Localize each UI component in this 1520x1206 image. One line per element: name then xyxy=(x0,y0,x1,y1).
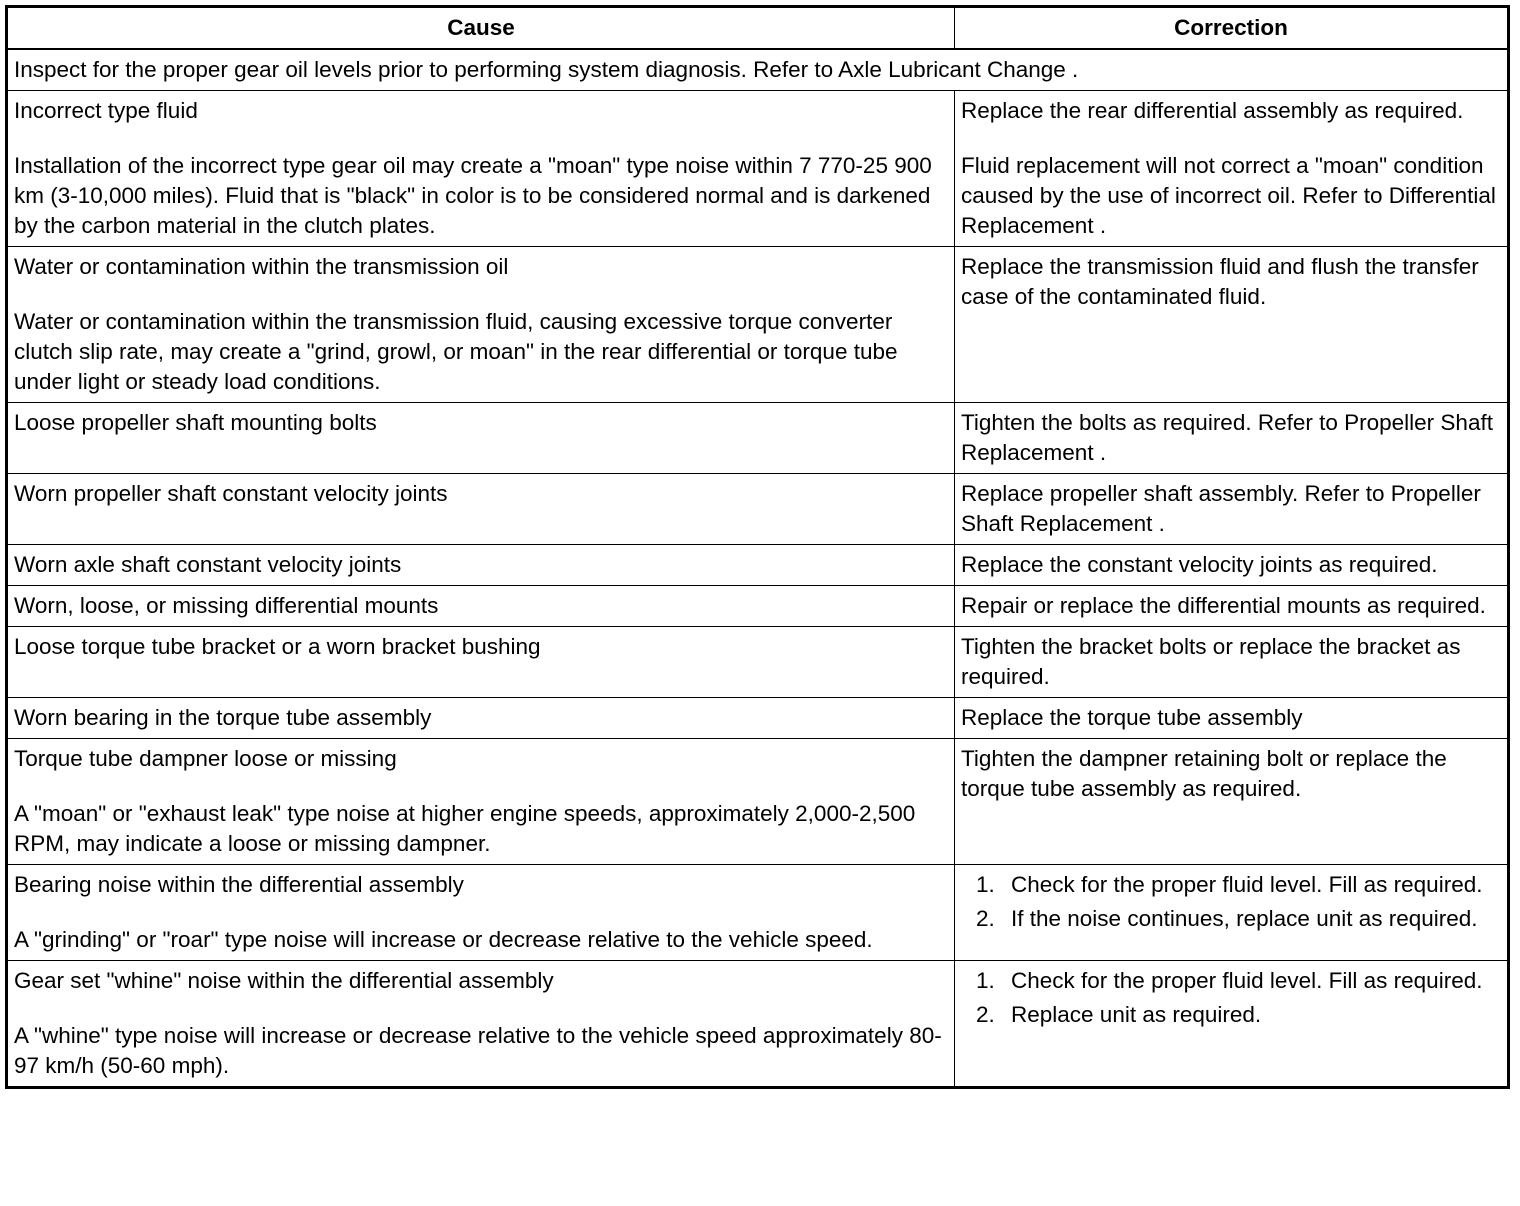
cause-detail: A "grinding" or "roar" type noise will increase or decrease relative to the vehicle speed. xyxy=(14,927,873,952)
list-item xyxy=(961,966,1503,996)
step-number: 2. xyxy=(976,1002,995,1027)
correction-steps xyxy=(961,870,1503,934)
table-row xyxy=(7,545,1509,586)
list-item xyxy=(961,870,1503,900)
cause-cell xyxy=(7,586,955,627)
table-row xyxy=(7,627,1509,698)
table-row xyxy=(7,247,1509,403)
correction-detail: Fluid replacement will not correct a "moan" condition caused by the use of incorrect oil. Refer to Differential Replacement . xyxy=(961,153,1496,238)
cause-title: Torque tube dampner loose or missing xyxy=(14,746,397,771)
cause-title: Worn, loose, or missing differential mounts xyxy=(14,593,439,618)
cause-title: Loose torque tube bracket or a worn bracket bushing xyxy=(14,634,541,659)
correction-cell xyxy=(955,545,1509,586)
step-text: Replace unit as required. xyxy=(1011,1002,1262,1027)
list-item xyxy=(961,904,1503,934)
cause-cell xyxy=(7,739,955,865)
table-row xyxy=(7,91,1509,247)
cause-title: Loose propeller shaft mounting bolts xyxy=(14,410,377,435)
correction-text: Replace the rear differential assembly as required. xyxy=(961,98,1464,123)
cause-detail: A "whine" type noise will increase or decrease relative to the vehicle speed approximately 80-97 km/h (50-60 mph). xyxy=(14,1023,942,1078)
cause-cell xyxy=(7,627,955,698)
table-row xyxy=(7,739,1509,865)
cause-cell xyxy=(7,961,955,1088)
step-text: If the noise continues, replace unit as required. xyxy=(1011,906,1478,931)
correction-text: Replace the transmission fluid and flush the transfer case of the contaminated fluid. xyxy=(961,254,1479,309)
correction-cell xyxy=(955,403,1509,474)
cause-title: Bearing noise within the differential assembly xyxy=(14,872,464,897)
step-number: 1. xyxy=(976,872,995,897)
correction-cell xyxy=(955,739,1509,865)
cause-title: Water or contamination within the transmission oil xyxy=(14,254,509,279)
cause-cell xyxy=(7,865,955,961)
step-number: 2. xyxy=(976,906,995,931)
correction-text: Replace the constant velocity joints as required. xyxy=(961,552,1438,577)
cause-cell xyxy=(7,91,955,247)
cause-title: Incorrect type fluid xyxy=(14,98,198,123)
cause-cell xyxy=(7,545,955,586)
table-row xyxy=(7,586,1509,627)
correction-text: Tighten the bolts as required. Refer to Propeller Shaft Replacement . xyxy=(961,410,1493,465)
step-number: 1. xyxy=(976,968,995,993)
step-text: Check for the proper fluid level. Fill as required. xyxy=(1011,872,1483,897)
cause-cell xyxy=(7,247,955,403)
cause-cell xyxy=(7,698,955,739)
table-row xyxy=(7,698,1509,739)
table-row xyxy=(7,403,1509,474)
cause-title: Worn propeller shaft constant velocity joints xyxy=(14,481,448,506)
correction-text: Tighten the bracket bolts or replace the bracket as required. xyxy=(961,634,1461,689)
correction-cell xyxy=(955,961,1509,1088)
cause-title: Worn bearing in the torque tube assembly xyxy=(14,705,432,730)
step-text: Check for the proper fluid level. Fill as required. xyxy=(1011,968,1483,993)
table-row xyxy=(7,474,1509,545)
note-cell: Inspect for the proper gear oil levels prior to performing system diagnosis. Refer to Axle Lubricant Change . xyxy=(7,49,1509,91)
cause-cell xyxy=(7,474,955,545)
cause-title: Worn axle shaft constant velocity joints xyxy=(14,552,402,577)
cause-detail: Installation of the incorrect type gear oil may create a "moan" type noise within 7 770-25 900 km (3-10,000 miles). Fluid that is "black" in color is to be considered normal and is darkened by the carbon material in the clutch plates. xyxy=(14,153,932,238)
note-row xyxy=(7,49,1509,91)
cause-detail: A "moan" or "exhaust leak" type noise at higher engine speeds, approximately 2,000-2,500 RPM, may indicate a loose or missing dampner. xyxy=(14,801,916,856)
cause-title: Gear set "whine" noise within the differential assembly xyxy=(14,968,554,993)
list-item xyxy=(961,1000,1503,1030)
correction-text: Replace the torque tube assembly xyxy=(961,705,1303,730)
header-correction: Correction xyxy=(955,7,1509,50)
correction-cell xyxy=(955,474,1509,545)
table-row xyxy=(7,961,1509,1088)
correction-text: Repair or replace the differential mounts as required. xyxy=(961,593,1486,618)
correction-cell xyxy=(955,865,1509,961)
correction-steps xyxy=(961,966,1503,1030)
correction-cell xyxy=(955,247,1509,403)
header-cause: Cause xyxy=(7,7,955,50)
cause-cell xyxy=(7,403,955,474)
header-row xyxy=(7,7,1509,50)
correction-cell xyxy=(955,698,1509,739)
cause-detail: Water or contamination within the transmission fluid, causing excessive torque converter clutch slip rate, may create a "grind, growl, or moan" in the rear differential or torque tube under light or steady load conditions. xyxy=(14,309,898,394)
correction-cell xyxy=(955,627,1509,698)
diagnosis-table xyxy=(5,5,1510,1089)
correction-cell xyxy=(955,91,1509,247)
correction-text: Tighten the dampner retaining bolt or replace the torque tube assembly as required. xyxy=(961,746,1447,801)
correction-cell xyxy=(955,586,1509,627)
correction-text: Replace propeller shaft assembly. Refer to Propeller Shaft Replacement . xyxy=(961,481,1481,536)
table-row xyxy=(7,865,1509,961)
